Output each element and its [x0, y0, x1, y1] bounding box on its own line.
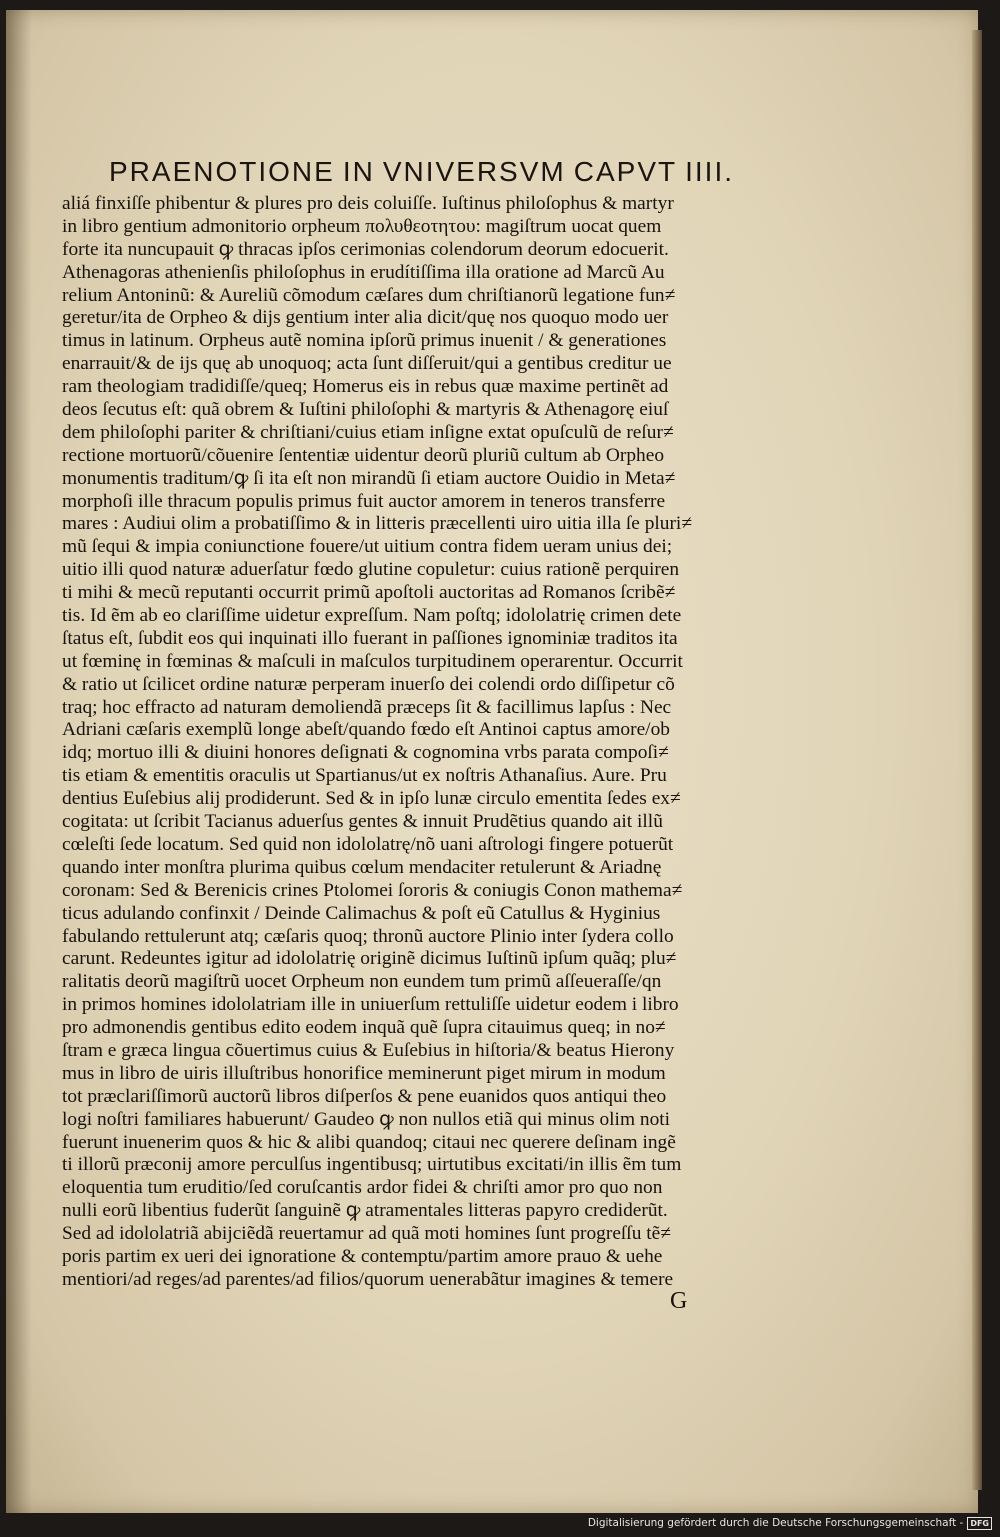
running-head-word: PRAENOTIONE — [109, 156, 335, 187]
text-line: ſtatus eſt, ſubdit eos qui inquinati illo fuerant in paſſiones ignominiæ traditos ita — [62, 627, 678, 649]
text-line: ralitatis deorũ magiſtrũ uocet Orpheum non eundem tum primũ aſſeueraſſe/qn — [62, 971, 662, 993]
running-head-word: IN — [342, 156, 375, 187]
dfg-logo-icon: DFG — [967, 1517, 992, 1530]
text-line: ti illorũ præconij amore perculſus ingentibusq; uirtutibus excitati/in illis ẽm tum — [62, 1154, 682, 1176]
text-line: mares : Audiui olim a probatiſſimo & in litteris præcellenti uiro uitia illa ſe pluri≠ — [62, 513, 692, 535]
text-line: nulli eorũ libentius fuderũt ſanguinẽ ꝙ atramentales litteras papyro crediderũt. — [62, 1200, 668, 1222]
running-head-word: VNIVERSVM — [382, 156, 566, 187]
text-line: uitio illi quod naturæ aduerſatur fœdo glutine copuletur: cuius rationẽ perquiren — [62, 559, 680, 581]
text-line: ut fœminę in fœminas & maſculi in maſculos turpitudinem operarentur. Occurrit — [62, 650, 683, 672]
text-line: cœleſti ſede locatum. Sed quid non idololatrę/nõ uani aſtrologi fingere potuerũt — [62, 833, 674, 855]
text-line: relium Antoninũ: & Aureliũ cõmodum cæſares dum chriſtianorũ legatione fun≠ — [62, 284, 676, 306]
text-line: fabulando rettulerunt atq; cæſaris quoq; thronũ auctore Plinio inter ſydera collo — [62, 925, 674, 947]
text-line: carunt. Redeuntes igitur ad idololatrię originẽ dicimus Iuſtinũ ipſum quãq; plu≠ — [62, 948, 677, 970]
text-line: ticus adulando confinxit / Deinde Calimachus & poſt eũ Catullus & Hyginius — [62, 902, 661, 924]
running-head — [109, 156, 749, 188]
text-line: rectione mortuorũ/cõuenire ſententiæ uidentur deorũ pluriũ cultum ab Orpheo — [62, 444, 665, 466]
text-line: quando inter monſtra plurima quibus cœlum mendaciter retulerunt & Ariadnę — [62, 856, 662, 878]
book-page — [6, 10, 978, 1513]
text-line: logi noſtri familiares habuerunt/ Gaudeo ꝙ non nullos etiã qui minus olim noti — [62, 1108, 671, 1130]
text-line: ti mihi & mecũ reputanti occurrit primũ apoſtoli auctoritas ad Romanos ſcribẽ≠ — [62, 582, 676, 604]
text-line: dentius Euſebius alij prodiderunt. Sed & in ipſo lunæ circulo ementita ſedes ex≠ — [62, 788, 681, 810]
text-line: deos ſecutus eſt: quã obrem & Iuſtini philoſophi & martyris & Athenagorę eiuſ — [62, 399, 669, 421]
text-line: tis etiam & ementitis oraculis ut Spartianus/ut ex noſtris Athanaſius. Aure. Pru — [62, 765, 667, 787]
footer-credit: Digitalisierung gefördert durch die Deutsche Forschungsgemeinschaft - — [587, 1517, 964, 1529]
text-line: mũ ſequi & impia coniunctione fouere/ut uitium contra fidem ueram unius dei; — [62, 536, 673, 558]
text-line: timus in latinum. Orpheus autẽ nomina ipſorũ primus inuenit / & generationes — [62, 330, 667, 352]
text-line: Sed ad idololatriã abijciẽdã reuertamur ad quã moti homines ſunt progreſſu tẽ≠ — [62, 1223, 671, 1245]
text-line: coronam: Sed & Berenicis crines Ptolomei ſororis & coniugis Conon mathema≠ — [62, 879, 683, 901]
text-line: enarrauit/& de ijs quę ab unoquoq; acta ſunt diſſeruit/qui a gentibus creditur ue — [62, 353, 672, 375]
text-line: & ratio ut ſcilicet ordine naturæ perperam inuerſo dei colendi ordo diſſipetur cõ — [62, 673, 675, 695]
page-edge — [972, 30, 982, 1490]
digitization-footer — [588, 1513, 992, 1533]
text-line: eloquentia tum eruditio/ſed coruſcantis ardor fidei & chriſti amor pro quo non — [62, 1177, 663, 1199]
text-line: cogitata: ut ſcribit Tacianus aduerſus gentes & innuit Prudẽtius quando ait illũ — [62, 811, 663, 833]
text-line: tis. Id ẽm ab eo clariſſime uidetur expreſſum. Nam poſtq; idololatrię crimen dete — [62, 605, 682, 627]
text-line: morphoſi ille thracum populis primus fuit auctor amorem in teneros transferre — [62, 490, 666, 512]
text-line: aliá finxiſſe phibentur & plures pro deis coluiſſe. Iuſtinus philoſophus & martyr — [62, 193, 674, 214]
text-line: dem philoſophi pariter & chriſtiani/cuius etiam inſigne extat opuſculũ de reſur≠ — [62, 421, 674, 443]
running-head-word: CAPVT — [573, 156, 678, 187]
text-line: forte ita nuncupauit ꝙ thracas ipſos cerimonias colendorum deorum edocuerit. — [62, 238, 669, 260]
text-line: tot præclariſſimorũ auctorũ libros diſperſos & pene euanidos quos antiqui theo — [62, 1085, 667, 1107]
text-line: mus in libro de uiris illuſtribus honorifice meminerunt piget mirum in modum — [62, 1062, 666, 1084]
text-line: monumentis traditum/ꝙ ſi ita eſt non mirandũ ſi etiam auctore Ouidio in Meta≠ — [62, 467, 676, 489]
text-line: in libro gentium admonitorio orpheum πολυθεοτητου: magiſtrum uocat quem — [62, 215, 662, 237]
text-line: fuerunt inuenerim quos & hic & alibi quandoq; citaui nec querere deſinam ingẽ — [62, 1131, 676, 1153]
text-line: ram theologiam tradidiſſe/queq; Homerus eis in rebus quæ maxime pertinẽt ad — [62, 376, 669, 398]
text-line: pro admonendis gentibus edito eodem inquã quẽ ſupra citauimus queq; in no≠ — [62, 1017, 666, 1039]
text-line: mentiori/ad reges/ad parentes/ad filios/quorum uenerabãtur imagines & temere — [62, 1268, 674, 1290]
text-line: Adriani cæſaris exemplũ longe abeſt/quando fœdo eſt Antinoi captus amore/ob — [62, 719, 670, 741]
text-line: ſtram e græca lingua cõuertimus cuius & Euſebius in hiſtoria/& beatus Hierony — [62, 1039, 675, 1061]
text-line: poris partim ex ueri dei ignoratione & contemptu/partim amore prauo & uehe — [62, 1245, 663, 1267]
text-line: geretur/ita de Orpheo & dijs gentium inter alia dicit/quę nos quoquo modo uer — [62, 307, 669, 329]
text-line: idq; mortuo illi & diuini honores deſignati & cognomina vrbs parata compoſi≠ — [62, 742, 669, 764]
signature-mark: G — [670, 1288, 688, 1314]
text-line: Athenagoras athenienſis philoſophus in erudítiſſima illa oratione ad Marcũ Au — [62, 261, 665, 283]
text-line: in primos homines idololatriam ille in uniuerſum rettuliſſe uidetur eodem i libro — [62, 994, 679, 1016]
running-head-word: IIII. — [685, 156, 735, 187]
body-text-block — [62, 193, 746, 1292]
text-line: traq; hoc effracto ad naturam demoliendã præceps ſit & facillimus lapſus : Nec — [62, 696, 672, 718]
